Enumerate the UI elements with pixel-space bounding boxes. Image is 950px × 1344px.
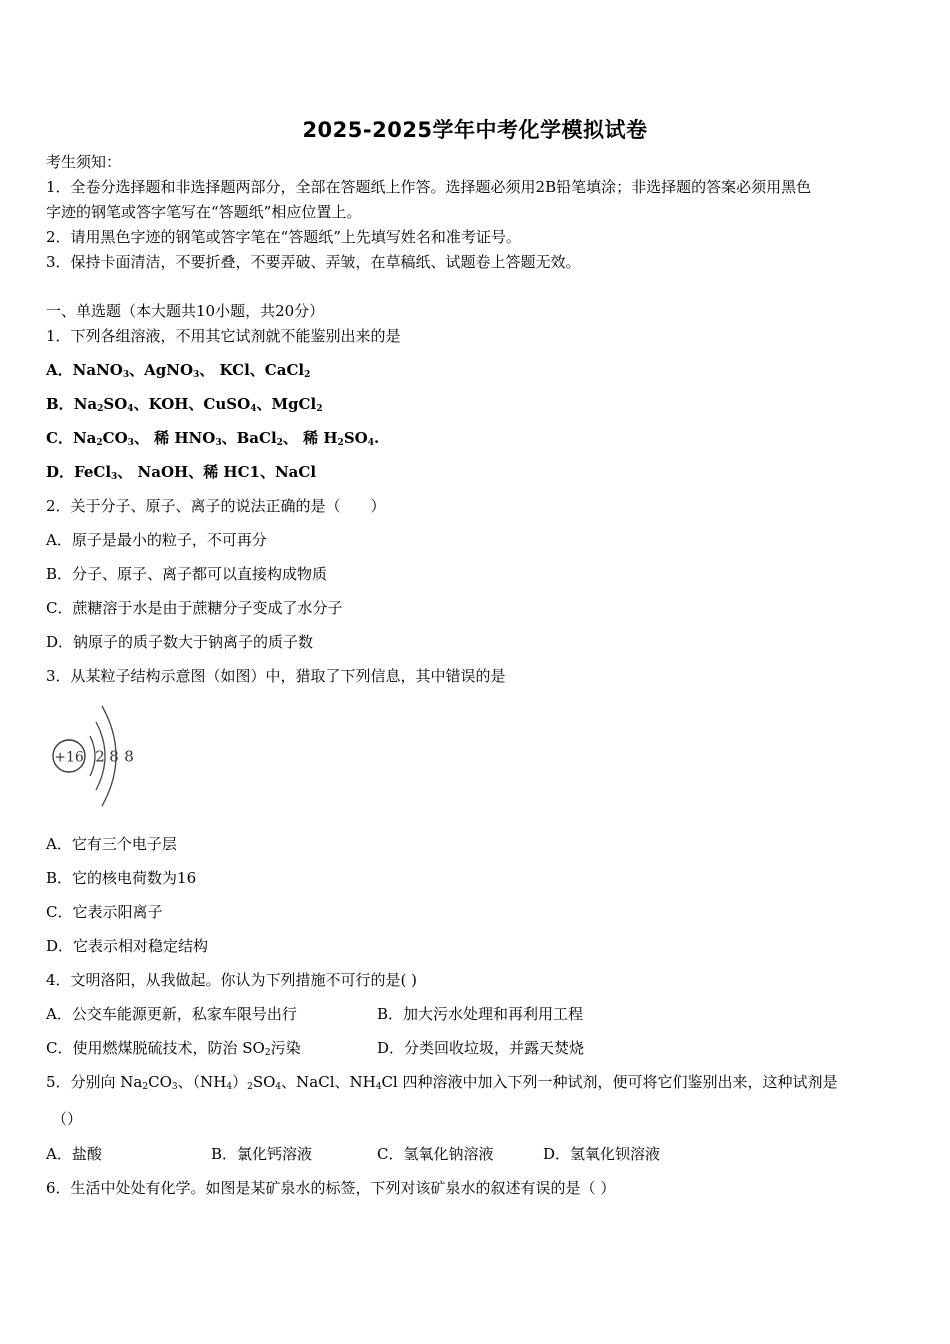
q5-stem-bracket: （） [52,1110,83,1128]
notice-line-1: 1．全卷分选择题和非选择题两部分，全部在答题纸上作答。选择题必须用2B铅笔填涂；非选择题的答案必须用黑色 [46,178,812,196]
q2-option-b: B．分子、原子、离子都可以直接构成物质 [46,565,328,583]
nucleus-charge: +16 [54,749,84,766]
q3-option-a: A．它有三个电子层 [46,835,177,853]
shell-electrons-3: 8 [124,747,134,766]
q4-stem: 4．文明洛阳，从我做起。你认为下列措施不可行的是( ) [46,971,418,989]
q2-stem: 2．关于分子、原子、离子的说法正确的是（ ） [46,497,386,515]
q4-option-c: C．使用燃煤脱硫技术，防治 $SO_2$污染 [46,1039,301,1058]
atom-structure-diagram [48,700,148,812]
q5-stem: 5．分别向 $Na_2CO_3$、$(NH_4)_2SO_4$、NaCl、$NH_4Cl$ 四种溶液中加入下列一种试剂，便可将它们鉴别出来，这种试剂是 [46,1073,838,1092]
q1-option-b: B．$Na_2SO_4$、KOH、CuSO$_4$、MgCl$_2$ [46,395,323,414]
shell-electrons-1: 2 [95,747,105,766]
q5-option-d: D．氢氧化钡溶液 [543,1145,661,1163]
shell-electrons-2: 8 [109,747,119,766]
q2-option-a: A．原子是最小的粒子，不可再分 [46,531,267,549]
notice-line-2: 字迹的钢笔或答字笔写在“答题纸”相应位置上。 [46,203,362,221]
notice-heading: 考生须知： [46,153,122,171]
q3-option-b: B．它的核电荷数为16 [46,869,197,887]
q4-option-d: D．分类回收垃圾，并露天焚烧 [377,1039,585,1057]
q2-option-c: C．蔗糖溶于水是由于蔗糖分子变成了水分子 [46,599,343,617]
q1-option-c: C．$Na_2CO_3$、 稀 $HNO_3$、BaCl$_2$、 稀 $H_2SO_4$. [46,429,380,448]
q3-stem: 3．从某粒子结构示意图（如图）中，猎取了下列信息，其中错误的是 [46,667,506,685]
q1-stem: 1．下列各组溶液，不用其它试剂就不能鉴别出来的是 [46,327,401,345]
q6-stem: 6．生活中处处有化学。如图是某矿泉水的标签，下列对该矿泉水的叙述有误的是（ ） [46,1179,616,1197]
q1-option-d: D．FeCl$_3$、 NaOH、稀 HC1、NaCl [46,463,317,482]
q5-option-c: C．氢氧化钠溶液 [377,1145,494,1163]
notice-line-4: 3．保持卡面清洁，不要折叠，不要弄破、弄皱，在草稿纸、试题卷上答题无效。 [46,253,581,271]
q1-option-a: A．NaNO$_3$、AgNO$_3$、 KCl、CaCl$_2$ [46,361,311,380]
notice-line-3: 2．请用黑色字迹的钢笔或答字笔在“答题纸”上先填写姓名和准考证号。 [46,228,521,246]
page-title: 2025-2025学年中考化学模拟试卷 [302,118,648,142]
q2-option-d: D．钠原子的质子数大于钠离子的质子数 [46,633,314,651]
q3-option-d: D．它表示相对稳定结构 [46,937,209,955]
q5-option-a: A．盐酸 [46,1145,102,1163]
q4-option-b: B．加大污水处理和再利用工程 [377,1005,584,1023]
section-heading: 一、单选题（本大题共10小题，共20分） [46,302,325,320]
q3-option-c: C．它表示阳离子 [46,903,163,921]
q4-option-a: A．公交车能源更新，私家车限号出行 [46,1005,297,1023]
q5-option-b: B．氯化钙溶液 [211,1145,313,1163]
